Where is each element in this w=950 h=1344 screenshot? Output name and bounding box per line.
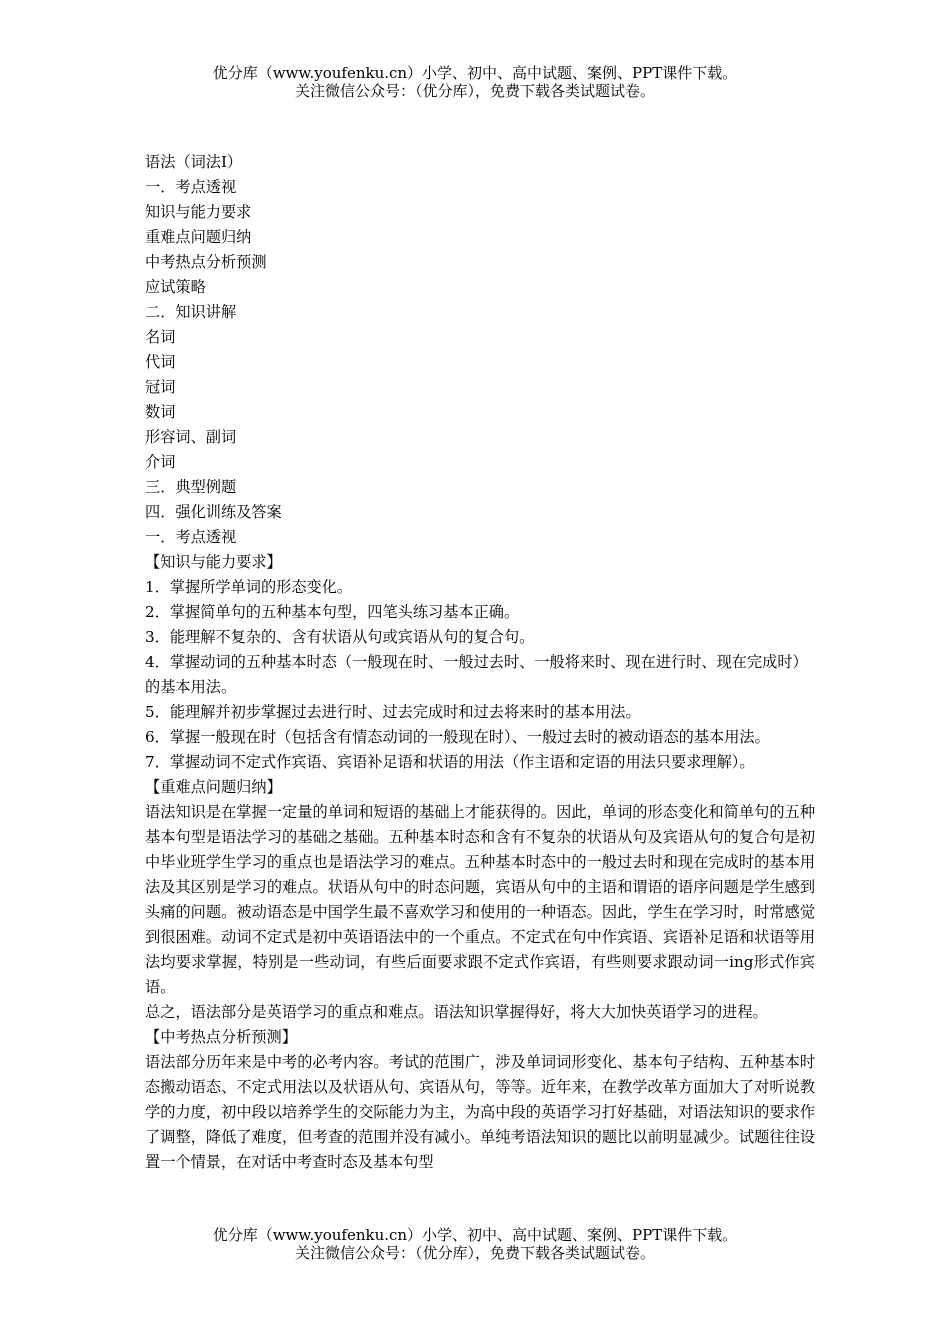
- outline-item: 二．知识讲解: [145, 303, 237, 321]
- section-title: 一．考点透视: [145, 528, 237, 546]
- outline-item: 一．考点透视: [145, 178, 237, 196]
- outline-item: 冠词: [145, 378, 176, 396]
- outline-item: 名词: [145, 328, 176, 346]
- document-body: [145, 150, 815, 1175]
- outline-item: 知识与能力要求: [145, 203, 252, 221]
- knowledge-item: 4．掌握动词的五种基本时态（一般现在时、一般过去时、一般将来时、现在进行时、现在完成时）的基本用法。: [145, 653, 808, 696]
- header-line-1: 优分库（www.youfenku.cn）小学、初中、高中试题、案例、PPT课件下载。: [212, 64, 738, 82]
- page-header: [0, 64, 950, 100]
- knowledge-item: 1．掌握所学单词的形态变化。: [145, 578, 353, 596]
- outline-item: 数词: [145, 403, 176, 421]
- knowledge-item: 3．能理解不复杂的、含有状语从句或宾语从句的复合句。: [145, 628, 535, 646]
- knowledge-item: 7．掌握动词不定式作宾语、宾语补足语和状语的用法（作主语和定语的用法只要求理解）。: [145, 753, 755, 771]
- knowledge-item: 6．掌握一般现在时（包括含有情态动词的一般现在时）、一般过去时的被动语态的基本用法。: [145, 728, 770, 746]
- page-footer: [0, 1226, 950, 1262]
- outline-item: 三．典型例题: [145, 478, 237, 496]
- knowledge-item: 2．掌握简单句的五种基本句型，四笔头练习基本正确。: [145, 603, 520, 621]
- knowledge-heading: 【知识与能力要求】: [145, 553, 282, 571]
- outline-item: 代词: [145, 353, 176, 371]
- outline-item: 形容词、副词: [145, 428, 237, 446]
- header-line-2: 关注微信公众号：（优分库），免费下载各类试题试卷。: [294, 82, 655, 100]
- footer-line-2: 关注微信公众号：（优分库），免费下载各类试题试卷。: [294, 1244, 655, 1262]
- outline-item: 中考热点分析预测: [145, 253, 267, 271]
- hotspot-heading: 【中考热点分析预测】: [145, 1028, 297, 1046]
- outline-item: 介词: [145, 453, 176, 471]
- footer-line-1: 优分库（www.youfenku.cn）小学、初中、高中试题、案例、PPT课件下载。: [212, 1226, 738, 1244]
- difficulty-heading: 【重难点问题归纳】: [145, 778, 282, 796]
- knowledge-item: 5．能理解并初步掌握过去进行时、过去完成时和过去将来时的基本用法。: [145, 703, 641, 721]
- difficulty-paragraph: 语法知识是在掌握一定量的单词和短语的基础上才能获得的。因此，单词的形态变化和简单句的五种基本句型是语法学习的基础之基础。五种基本时态和含有不复杂的状语从句及宾语从句的复合句是初中毕业班学生学习的重点也是语法学习的难点。五种基本时态中的一般过去时和现在完成时的基本用法及其区别是学习的难点。状语从句中的时态问题，宾语从句中的主语和谓语的语序问题是学生感到头痛的问题。被动语态是中国学生最不喜欢学习和使用的一种语态。因此，学生在学习时，时常感觉到很困难。动词不定式是初中英语语法中的一个重点。不定式在句中作宾语、宾语补足语和状语等用法均要求掌握，特别是一些动词，有些后面要求跟不定式作宾语，有些则要求跟动词一ing形式作宾语。: [145, 803, 815, 996]
- hotspot-paragraph: 语法部分历年来是中考的必考内容。考试的范围广，涉及单词词形变化、基本句子结构、五种基本时态搬动语态、不定式用法以及状语从句、宾语从句，等等。近年来，在教学改革方面加大了对听说教学的力度，初中段以培养学生的交际能力为主，为高中段的英语学习打好基础，对语法知识的要求作了调整，降低了难度，但考查的范围并没有减小。单纯考语法知识的题比以前明显减少。试题往往设置一个情景，在对话中考查时态及基本句型: [145, 1053, 815, 1171]
- summary-paragraph: 总之，语法部分是英语学习的重点和难点。语法知识掌握得好，将大大加快英语学习的进程。: [145, 1003, 768, 1021]
- outline-item: 应试策略: [145, 278, 206, 296]
- outline-item: 四．强化训练及答案: [145, 503, 282, 521]
- outline-item: 语法（词法Ⅰ）: [145, 153, 243, 171]
- outline-item: 重难点问题归纳: [145, 228, 252, 246]
